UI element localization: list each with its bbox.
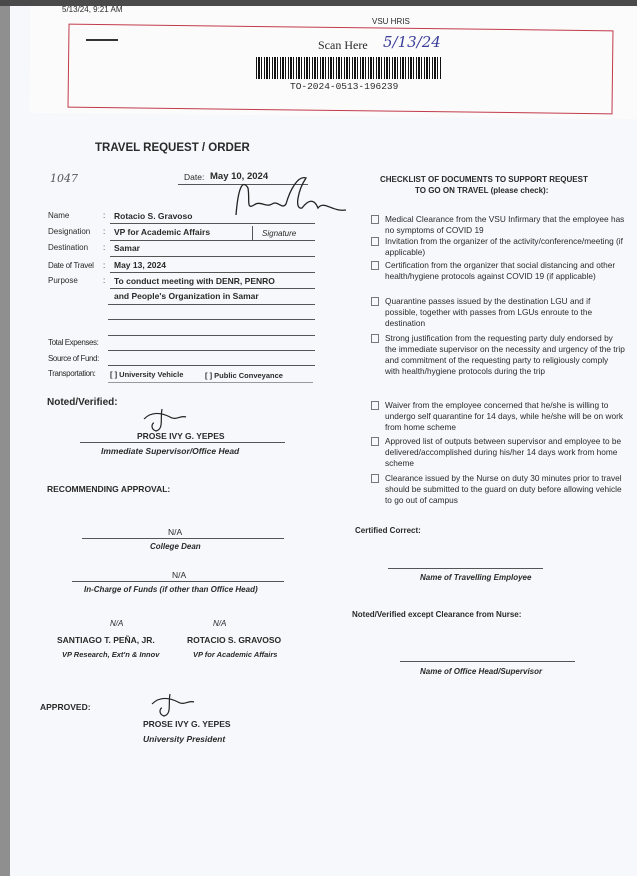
signature-line [80, 442, 285, 443]
signature-line [72, 581, 284, 582]
checklist-text: Medical Clearance from the VSU Infirmary that the employee has no symptoms of COVID 19 [385, 214, 625, 235]
vp2-value: N/A [213, 619, 227, 628]
signature-line [82, 538, 284, 539]
field-line [108, 382, 313, 383]
designation-value: VP for Academic Affairs [114, 227, 211, 237]
name-label: Name [48, 211, 70, 220]
signature-label: Signature [262, 229, 297, 238]
checkbox[interactable] [371, 261, 379, 270]
noted-name: PROSE IVY G. YEPES [137, 431, 225, 441]
checklist-item[interactable] [385, 260, 625, 282]
purpose-label: Purpose [48, 276, 78, 285]
checklist-item[interactable] [385, 333, 625, 377]
noted-title: Immediate Supervisor/Office Head [101, 446, 240, 456]
field-line [110, 272, 315, 273]
field-line [110, 223, 315, 224]
signature-mark [140, 405, 190, 433]
designation-label: Designation [48, 227, 91, 236]
certified-label: Certified Correct: [355, 526, 421, 535]
checkbox[interactable] [371, 297, 379, 306]
name-value: Rotacio S. Gravoso [114, 211, 193, 221]
checklist-item[interactable] [385, 400, 625, 433]
approved-name: PROSE IVY G. YEPES [143, 719, 231, 729]
approved-label: APPROVED: [40, 702, 91, 712]
checklist-header-1: CHECKLIST OF DOCUMENTS TO SUPPORT REQUEST [380, 175, 588, 184]
field-line [110, 240, 315, 241]
noted-label: Noted/Verified: [47, 397, 118, 408]
checklist-text: Quarantine passes issued by the destination LGU and if possible, together with passes from LGUs enroute to the destination [385, 296, 593, 328]
funds-title: In-Charge of Funds (if other than Office Head) [84, 585, 258, 594]
checkbox[interactable] [371, 334, 379, 343]
checklist-text: Invitation from the organizer of the activity/conference/meeting (if applicable) [385, 236, 623, 257]
dean-value: N/A [168, 527, 183, 537]
scan-label: Scan Here [318, 38, 368, 52]
vp2-title: VP for Academic Affairs [193, 650, 278, 659]
tracking-code: TO-2024-0513-196239 [290, 81, 399, 92]
date-label: Date: [184, 172, 205, 182]
control-number: 1047 [50, 172, 78, 185]
source-of-fund-label: Source of Fund: [48, 354, 99, 363]
signature-mark [148, 690, 198, 718]
purpose-line-2: and People's Organization in Samar [114, 291, 259, 301]
checkbox[interactable] [371, 215, 379, 224]
checklist-text: Strong justification from the requesting party duly endorsed by the immediate supervisor on the necessity and urgency of the trip and commitment of the requesting party to religiously comply with health/hygiene protocols during the trip [385, 333, 625, 376]
checkbox[interactable] [371, 237, 379, 246]
vp1-name: SANTIAGO T. PEÑA, JR. [57, 635, 155, 645]
destination-value: Samar [114, 243, 140, 253]
noted-except-title: Name of Office Head/Supervisor [420, 667, 543, 676]
checklist-text: Waiver from the employee concerned that he/she is willing to undergo self quarantine for 14 days, while he/she will be on work from home scheme [385, 400, 623, 432]
checkbox[interactable] [371, 474, 379, 483]
form-title: TRAVEL REQUEST / ORDER [95, 142, 250, 154]
divider [86, 39, 118, 41]
checklist-text: Certification from the organizer that social distancing and other health/hygiene protocols against COVID 19 (if applicable) [385, 260, 616, 281]
checklist-header-2: TO GO ON TRAVEL (please check): [415, 186, 549, 195]
vp2-name: ROTACIO S. GRAVOSO [187, 635, 282, 645]
total-expenses-line [108, 350, 315, 351]
signature-line [388, 568, 543, 569]
colon: : [103, 243, 106, 252]
noted-except-label: Noted/Verified except Clearance from Nurse: [352, 610, 522, 619]
print-timestamp: 5/13/24, 9:21 AM [62, 5, 123, 14]
divider [252, 226, 253, 240]
form-date: May 10, 2024 [210, 171, 269, 182]
funds-value: N/A [172, 570, 187, 580]
field-line [108, 335, 315, 336]
colon: : [103, 276, 106, 285]
approved-title: University President [143, 734, 226, 744]
signature-mark [228, 170, 348, 220]
colon: : [103, 227, 106, 236]
barcode [256, 57, 441, 79]
checklist-text: Clearance issued by the Nurse on duty 30 minutes prior to travel should be submitted to the guard on duty before allowing vehicle to go out of campus [385, 473, 622, 505]
vp1-title: VP Research, Ext'n & Innov [62, 650, 160, 659]
source-of-fund-line [108, 365, 315, 366]
vp1-value: N/A [110, 619, 124, 628]
handwritten-scan-date: 5/13/24 [383, 33, 441, 51]
checkbox[interactable] [371, 401, 379, 410]
purpose-line-1: To conduct meeting with DENR, PENRO [114, 276, 275, 286]
date-of-travel-label: Date of Travel [48, 261, 94, 270]
dean-title: College Dean [150, 542, 201, 551]
date-of-travel-value: May 13, 2024 [114, 260, 166, 270]
checklist-text: Approved list of outputs between supervisor and employee to be delivered/accomplished during his/her 14 days work from home scheme [385, 436, 622, 468]
checklist-item[interactable] [385, 236, 625, 258]
option-university-vehicle[interactable]: [ ] University Vehicle [110, 370, 184, 379]
field-line [110, 256, 315, 257]
checklist-item[interactable] [385, 214, 625, 236]
checklist-item[interactable] [385, 296, 625, 329]
certified-title: Name of Travelling Employee [420, 573, 532, 582]
field-line [108, 304, 315, 305]
signature-line [400, 661, 575, 662]
destination-label: Destination [48, 243, 89, 252]
checklist-item[interactable] [385, 473, 625, 506]
colon: : [103, 211, 106, 220]
transportation-label: Transportation: [48, 369, 96, 378]
field-line [110, 288, 315, 289]
field-line [108, 319, 315, 320]
checkbox[interactable] [371, 437, 379, 446]
system-name: VSU HRIS [372, 17, 410, 26]
total-expenses-label: Total Expenses: [48, 338, 99, 347]
checklist-item[interactable] [385, 436, 625, 469]
recommending-label: RECOMMENDING APPROVAL: [47, 484, 171, 494]
option-public-conveyance[interactable]: [ ] Public Conveyance [205, 371, 283, 380]
scanner-edge [0, 0, 10, 876]
colon: : [103, 261, 106, 270]
